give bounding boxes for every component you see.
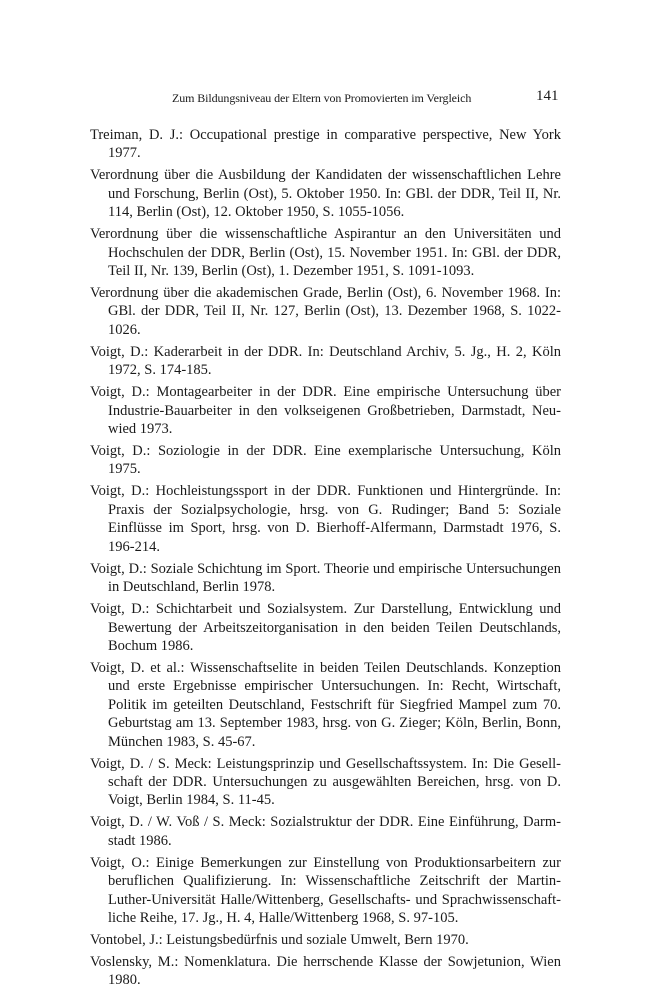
page-number: 141 [536, 88, 559, 104]
reference-entry: Verordnung über die Ausbildung der Kandidaten der wissenschaftlichen Lehre und Forschung, Berlin (Ost), 5. Oktober 1950. In: GBl. der DDR, Teil II, Nr. 114, Berlin (Ost), 12. Oktober 1950, S. 1055-1056. [90, 167, 561, 221]
reference-entry: Voigt, D.: Soziale Schichtung im Sport. Theorie und empirische Untersuchungen in Deutschland, Berlin 1978. [90, 560, 561, 596]
reference-entry: Voigt, D.: Soziologie in der DDR. Eine exemplarische Untersuchung, Köln 1975. [90, 443, 561, 478]
reference-entry: Vontobel, J.: Leistungsbedürfnis und soziale Umwelt, Bern 1970. [90, 931, 469, 948]
reference-entry: Voigt, D. et al.: Wissenschaftselite in beiden Teilen Deutschlands. Konzeption und erste Ergebnisse empirischer Untersuchungen. In: Recht, Wirtschaft, Politik im geteilten Deutschland, Festschrift für Siegfried Mampel zum 70. Geburtstag am 13. September 1983, hrsg. von G. Zieger; Köln, Berlin, Bonn, München 1983, S. 45-67. [90, 659, 561, 750]
reference-entry: Voigt, O.: Einige Bemerkungen zur Einstellung von Produktionsarbeitern zur beruflichen Qualifizierung. In: Wissenschaftliche Zeitschrift der Martin-Luther-Universität Halle/Wittenberg, Gesellschafts- und Sprachwissenschaftliche Reihe, 17. Jg., H. 4, Halle/Wittenberg 1968, S. 97-105. [90, 854, 561, 926]
reference-entry: Verordnung über die wissenschaftliche Aspirantur an den Universitäten und Hochschulen der DDR, Berlin (Ost), 15. November 1951. In: GBl. der DDR, Teil II, Nr. 139, Berlin (Ost), 1. Dezember 1951, S. 1091-1093. [90, 226, 561, 280]
reference-entry: Voigt, D. / W. Voß / S. Meck: Sozialstruktur der DDR. Eine Einführung, Darmstadt 1986. [90, 814, 561, 849]
reference-entry: Voigt, D.: Kaderarbeit in der DDR. In: Deutschland Archiv, 5. Jg., H. 2, Köln 1972, S. 174-185. [90, 343, 561, 379]
bibliography-list [90, 126, 561, 993]
reference-entry: Voslensky, M.: Nomenklatura. Die herrschende Klasse der Sowjetunion, Wien 1980. [90, 953, 561, 989]
reference-entry: Verordnung über die akademischen Grade, Berlin (Ost), 6. November 1968. In: GBl. der DDR, Teil II, Nr. 127, Berlin (Ost), 13. Dezember 1968, S. 1022-1026. [90, 285, 561, 338]
running-title: Zum Bildungsniveau der Eltern von Promovierten im Vergleich [172, 91, 472, 105]
reference-entry: Voigt, D.: Montagearbeiter in der DDR. Eine empirische Untersuchung über Industrie-Bauarbeiter in den volkseigenen Großbetrieben, Darmstadt, Neuwied 1973. [90, 384, 561, 438]
reference-entry: Voigt, D. / S. Meck: Leistungsprinzip und Gesellschaftssystem. In: Die Gesellschaft der DDR. Untersuchungen zu ausgewählten Bereichen, hrsg. von D. Voigt, Berlin 1984, S. 11-45. [90, 755, 561, 809]
reference-entry: Treiman, D. J.: Occupational prestige in comparative perspective, New York 1977. [90, 127, 561, 162]
reference-entry: Voigt, D.: Hochleistungssport in der DDR. Funktionen und Hintergründe. In: Praxis der Sozialpsychologie, hrsg. von G. Rudinger; Band 5: Soziale Einflüsse im Sport, hrsg. von D. Bierhoff-Alfermann, Darmstadt 1976, S. 196-214. [90, 483, 561, 555]
reference-entry: Voigt, D.: Schichtarbeit und Sozialsystem. Zur Darstellung, Entwicklung und Bewertung der Arbeitszeitorganisation in den beiden Teilen Deutschlands, Bochum 1986. [90, 601, 561, 654]
